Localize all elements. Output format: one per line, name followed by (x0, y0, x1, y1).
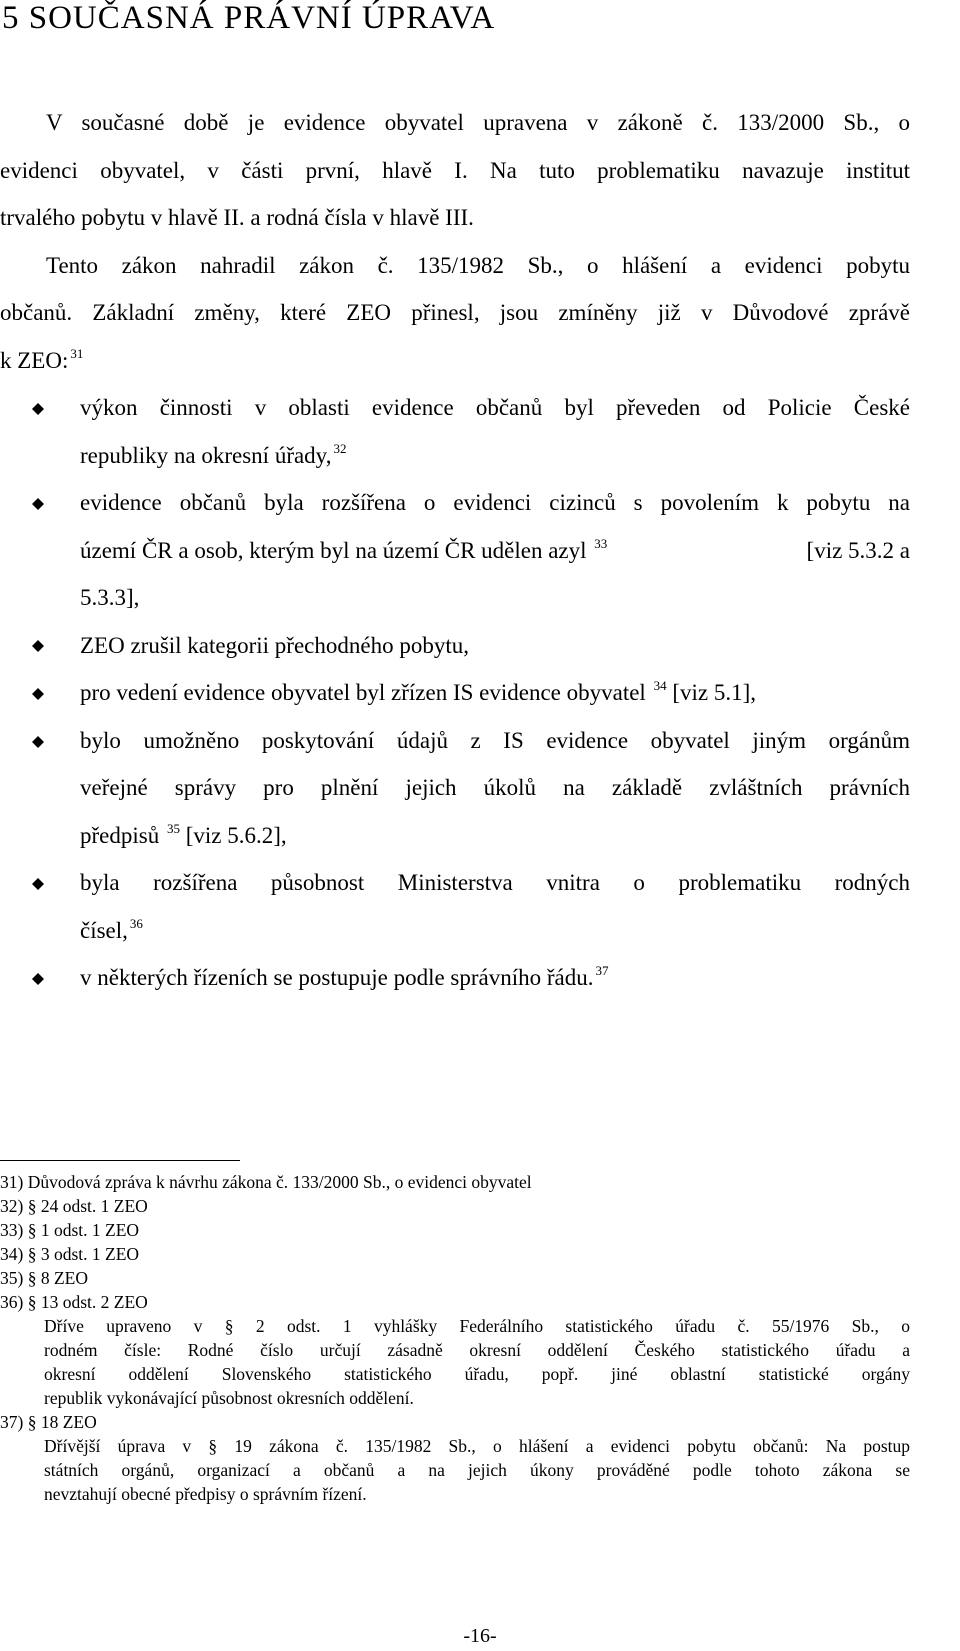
footnote-34: 34) § 3 odst. 1 ZEO (0, 1244, 140, 1264)
bullet-5-line-2: veřejné správy pro plnění jejich úkolů na základě zvláštních právních (80, 775, 910, 800)
footnote-ref-36: 36 (129, 916, 143, 931)
bullet-1-line-2 (80, 443, 346, 469)
diamond-bullet-icon (32, 973, 44, 985)
footnote-35: 35) § 8 ZEO (0, 1268, 88, 1288)
bullet-3-line: ZEO zrušil kategorii přechodného pobytu, (80, 633, 469, 658)
bullet-5-line-1: bylo umožněno poskytování údajů z IS evidence obyvatel jiným orgánům (80, 728, 910, 753)
diamond-bullet-icon (32, 403, 44, 415)
footnote-37-line-1: Dřívější úprava v § 19 zákona č. 135/1982 Sb., o hlášení a evidenci pobytu občanů: Na postup (44, 1436, 910, 1456)
bullet-4-line (80, 680, 756, 706)
intro-line-5: občanů. Základní změny, které ZEO přinesl, jsou zmíněny již v Důvodové zprávě (0, 300, 910, 325)
bullet-5-text-b: [viz 5.6.2], (185, 823, 287, 848)
footnote-36-line-1: Dříve upraveno v § 2 odst. 1 vyhlášky Federálního statistického úřadu č. 55/1976 Sb., o (44, 1316, 910, 1336)
footnote-33: 33) § 1 odst. 1 ZEO (0, 1220, 140, 1240)
footnote-ref-35: 35 (166, 821, 180, 836)
bullet-2-line-3: 5.3.3], (80, 585, 140, 610)
section-heading: 5 SOUČASNÁ PRÁVNÍ ÚPRAVA (2, 0, 496, 36)
bullet-2-text-a-body: území ČR a osob, kterým byl na území ČR udělen azyl (80, 538, 587, 563)
bullet-7-text: v některých řízeních se postupuje podle správního řádu. (80, 965, 594, 990)
footnote-37-line-3: nevztahují obecné předpisy o správním řízení. (44, 1484, 367, 1504)
intro-line-6 (0, 348, 83, 374)
bullet-4-text-b: [viz 5.1], (672, 680, 756, 705)
footnote-37-line-2: státních orgánů, organizací a občanů a na jejich úkony prováděné podle tohoto zákona se (44, 1460, 910, 1480)
bullet-2-line-2 (80, 538, 910, 564)
diamond-bullet-icon (32, 640, 44, 652)
footnote-36: 36) § 13 odst. 2 ZEO (0, 1292, 148, 1312)
footnote-separator (0, 1160, 240, 1161)
bullet-2-text-b: [viz 5.3.2 a (806, 538, 910, 563)
footnote-36-line-4: republik vykonávající působnost okresních oddělení. (44, 1388, 414, 1408)
footnote-31: 31) Důvodová zpráva k návrhu zákona č. 133/2000 Sb., o evidenci obyvatel (0, 1172, 532, 1192)
bullet-5-text-a: předpisů (80, 823, 160, 848)
bullet-7-line (80, 965, 609, 991)
diamond-bullet-icon (32, 736, 44, 748)
footnote-ref-37: 37 (595, 963, 609, 978)
page-number: -16- (463, 1625, 497, 1647)
diamond-bullet-icon (32, 498, 44, 510)
bullet-6-text: čísel, (80, 918, 128, 943)
intro-line-2: evidenci obyvatel, v části první, hlavě I. Na tuto problematiku navazuje institut (0, 158, 910, 183)
diamond-bullet-icon (32, 878, 44, 890)
footnote-ref-32: 32 (333, 441, 347, 456)
footnote-36-line-3: okresní oddělení Slovenského statistického úřadu, popř. jiné oblastní statistické orgány (44, 1364, 910, 1384)
bullet-6-line-2 (80, 918, 143, 944)
bullet-2-line-1: evidence občanů byla rozšířena o evidenci cizinců s povolením k pobytu na (80, 490, 910, 515)
bullet-6-line-1: byla rozšířena působnost Ministerstva vnitra o problematiku rodných (80, 870, 910, 895)
diamond-bullet-icon (32, 688, 44, 700)
footnote-ref-31: 31 (70, 346, 84, 361)
bullet-1-line-1: výkon činnosti v oblasti evidence občanů byl převeden od Policie České (80, 395, 910, 420)
footnote-ref-34: 34 (653, 678, 667, 693)
bullet-5-line-3 (80, 823, 287, 849)
intro-line-4: Tento zákon nahradil zákon č. 135/1982 Sb., o hlášení a evidenci pobytu (46, 253, 910, 278)
footnote-37: 37) § 18 ZEO (0, 1412, 97, 1432)
bullet-2-text-a (80, 538, 607, 564)
footnote-32: 32) § 24 odst. 1 ZEO (0, 1196, 148, 1216)
intro-line-1: V současné době je evidence obyvatel upravena v zákoně č. 133/2000 Sb., o (46, 110, 910, 135)
intro-line-6-text: k ZEO: (0, 348, 69, 373)
bullet-1-text: republiky na okresní úřady, (80, 443, 332, 468)
footnote-36-line-2: rodném čísle: Rodné číslo určují zásadně okresní oddělení Českého statistického úřadu a (44, 1340, 910, 1360)
intro-line-3: trvalého pobytu v hlavě II. a rodná čísla v hlavě III. (0, 205, 474, 230)
footnote-ref-33: 33 (594, 536, 608, 551)
bullet-4-text-a: pro vedení evidence obyvatel byl zřízen IS evidence obyvatel (80, 680, 646, 705)
